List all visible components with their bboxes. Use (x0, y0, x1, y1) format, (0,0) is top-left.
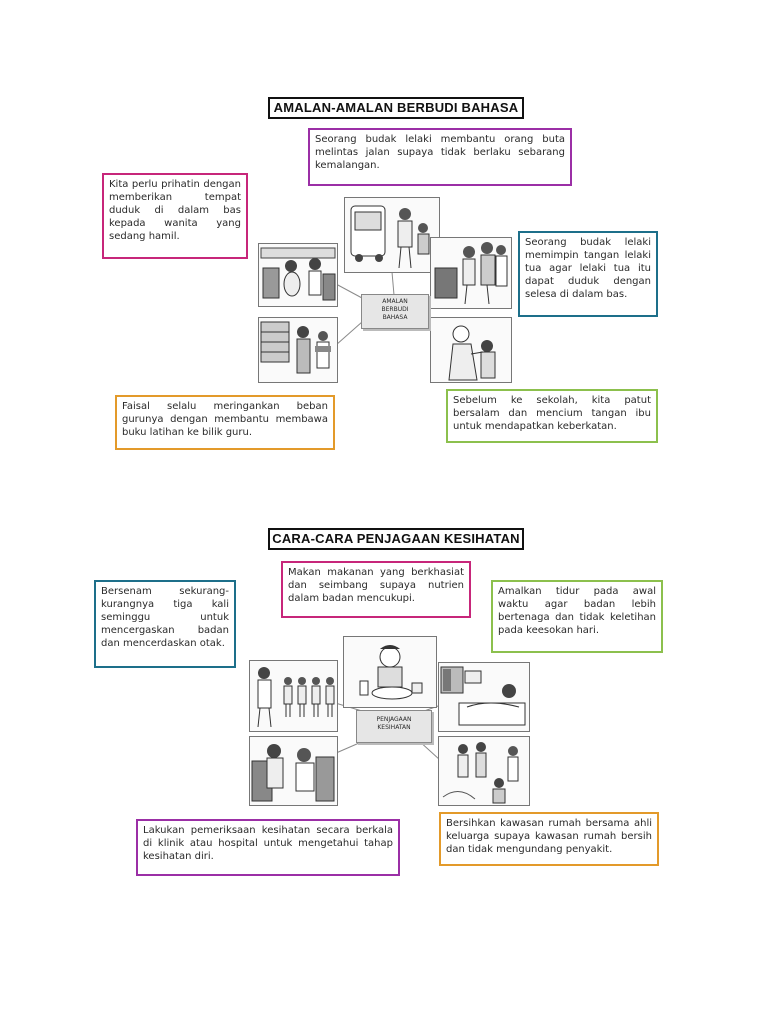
s2-center-line-2: KESIHATAN (377, 724, 411, 731)
eating-meal-image (343, 636, 437, 708)
doctor-checkup-image (249, 736, 338, 806)
s1-center-line-3: BAHASA (382, 314, 408, 321)
s2-box-bottom-left: Lakukan pemeriksaan kesihatan secara berkala di klinik atau hospital untuk mengetahui tahap kesihatan diri. (136, 819, 400, 876)
s2-box-bottom-right: Bersihkan kawasan rumah bersama ahli keluarga supaya kawasan rumah bersih dan tidak mengundang penyakit. (439, 812, 659, 866)
exercising-children-image (249, 660, 338, 732)
s1-box-bottom-left: Faisal selalu meringankan beban gurunya dengan membantu membawa buku latihan ke bilik guru. (115, 395, 335, 450)
sleeping-early-image (438, 662, 530, 732)
s1-center-line-2: BERBUDI (381, 306, 409, 313)
s2-center-label (356, 710, 432, 743)
s1-center-line-1: AMALAN (382, 298, 408, 305)
s1-box-right: Seorang budak lelaki memimpin tangan lelaki tua agar lelaki tua itu dapat duduk dengan selesa di dalam bas. (518, 231, 658, 317)
section1-title: AMALAN-AMALAN BERBUDI BAHASA (268, 97, 524, 119)
s1-box-top: Seorang budak lelaki membantu orang buta melintas jalan supaya tidak berlaku sebarang kemalangan. (308, 128, 572, 186)
s2-box-right: Amalkan tidur pada awal waktu agar badan lebih bertenaga dan tidak keletihan pada keesokan hari. (491, 580, 663, 653)
s2-box-left: Bersenam sekurang-kurangnya tiga kali seminggu untuk mencergaskan badan dan mencerdaskan otak. (94, 580, 236, 668)
s1-box-left: Kita perlu prihatin dengan memberikan tempat duduk di dalam bas kepada wanita yang sedang hamil. (102, 173, 248, 259)
section2-title: CARA-CARA PENJAGAAN KESIHATAN (268, 528, 524, 550)
cleaning-house-image (438, 736, 530, 806)
s2-center-line-1: PENJAGAAN (376, 716, 412, 723)
s1-box-bottom-right: Sebelum ke sekolah, kita patut bersalam dan mencium tangan ibu untuk mendapatkan keberkatan. (446, 389, 658, 443)
s2-box-top: Makan makanan yang berkhasiat dan seimbang supaya nutrien dalam badan mencukupi. (281, 561, 471, 618)
